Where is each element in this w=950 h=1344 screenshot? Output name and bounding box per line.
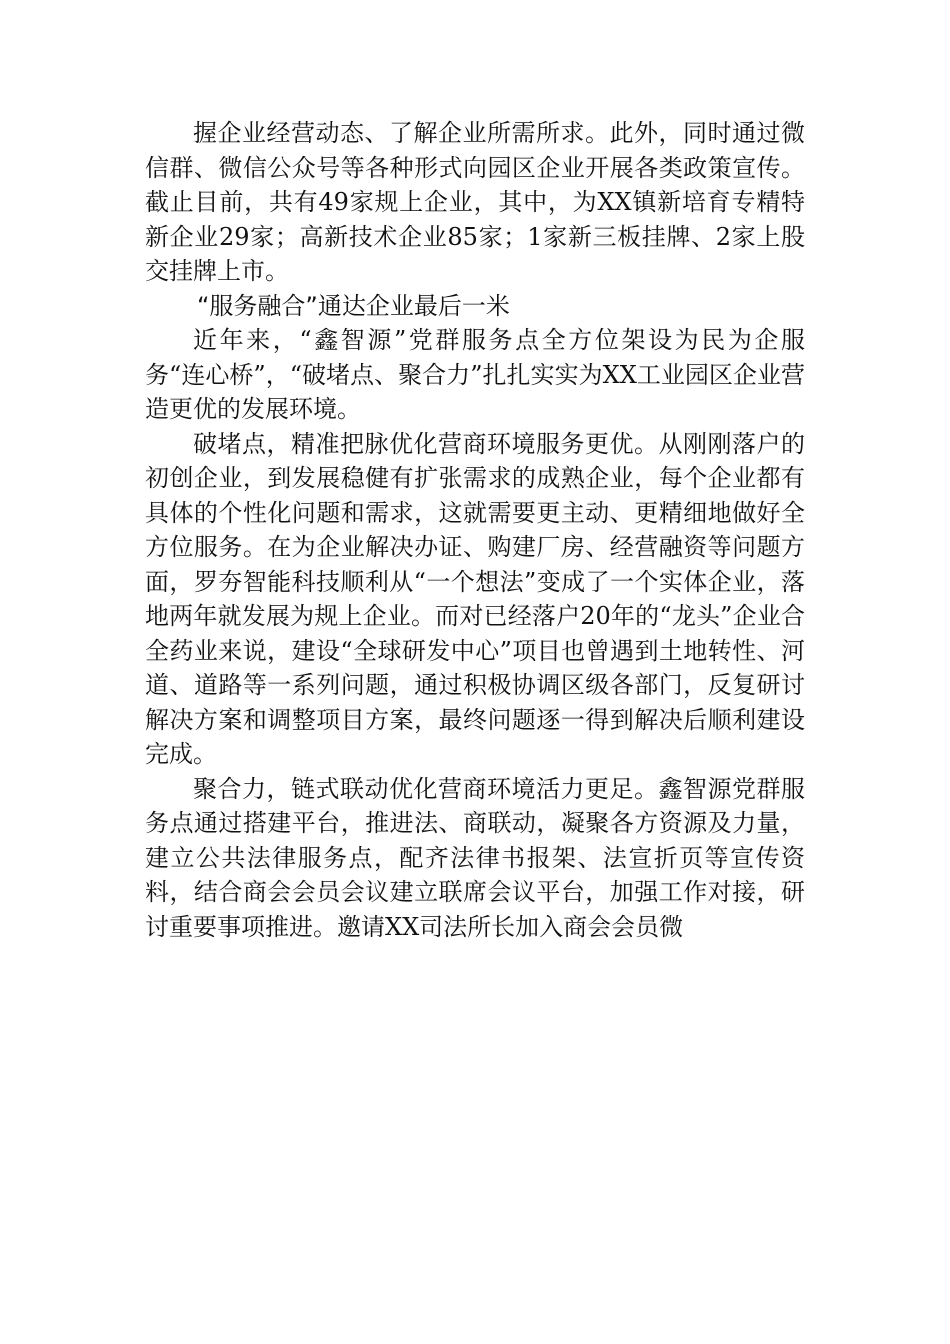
paragraph-4: 聚合力，链式联动优化营商环境活力更足。鑫智源党群服务点通过搭建平台，推进法、商联动，凝聚各方资源及力量，建立公共法律服务点，配齐法律书报架、法宣折页等宣传资料，结合商会会员会议建立联席会议平台，加强工作对接，研讨重要事项推进。邀请XX司法所长加入商会会员微 (145, 774, 805, 941)
document-body (145, 116, 805, 944)
paragraph-1: 握企业经营动态、了解企业所需所求。此外，同时通过微信群、微信公众号等各种形式向园区企业开展各类政策宣传。截止目前，共有49家规上企业，其中，为XX镇新培育专精特新企业29家；高新技术企业85家；1家新三板挂牌、2家上股交挂牌上市。 (145, 119, 805, 285)
paragraph-3: 破堵点，精准把脉优化营商环境服务更优。从刚刚落户的初创企业，到发展稳健有扩张需求的成熟企业，每个企业都有具体的个性化问题和需求，这就需要更主动、更精细地做好全方位服务。在为企业解决办证、购建厂房、经营融资等问题方面，罗夯智能科技顺利从“一个想法”变成了一个实体企业，落地两年就发展为规上企业。而对已经落户20年的“龙头”企业合全药业来说，建设“全球研发中心”项目也曾遇到土地转性、河道、道路等一系列问题，通过积极协调区级各部门，反复研讨解决方案和调整项目方案，最终问题逐一得到解决后顺利建设完成。 (145, 429, 805, 768)
section-heading: “服务融合”通达企业最后一米 (197, 291, 510, 320)
paragraph-2: 近年来，“鑫智源”党群服务点全方位架设为民为企服务“连心桥”，“破堵点、聚合力”扎扎实实为XX工业园区企业营造更优的发展环境。 (145, 326, 805, 423)
